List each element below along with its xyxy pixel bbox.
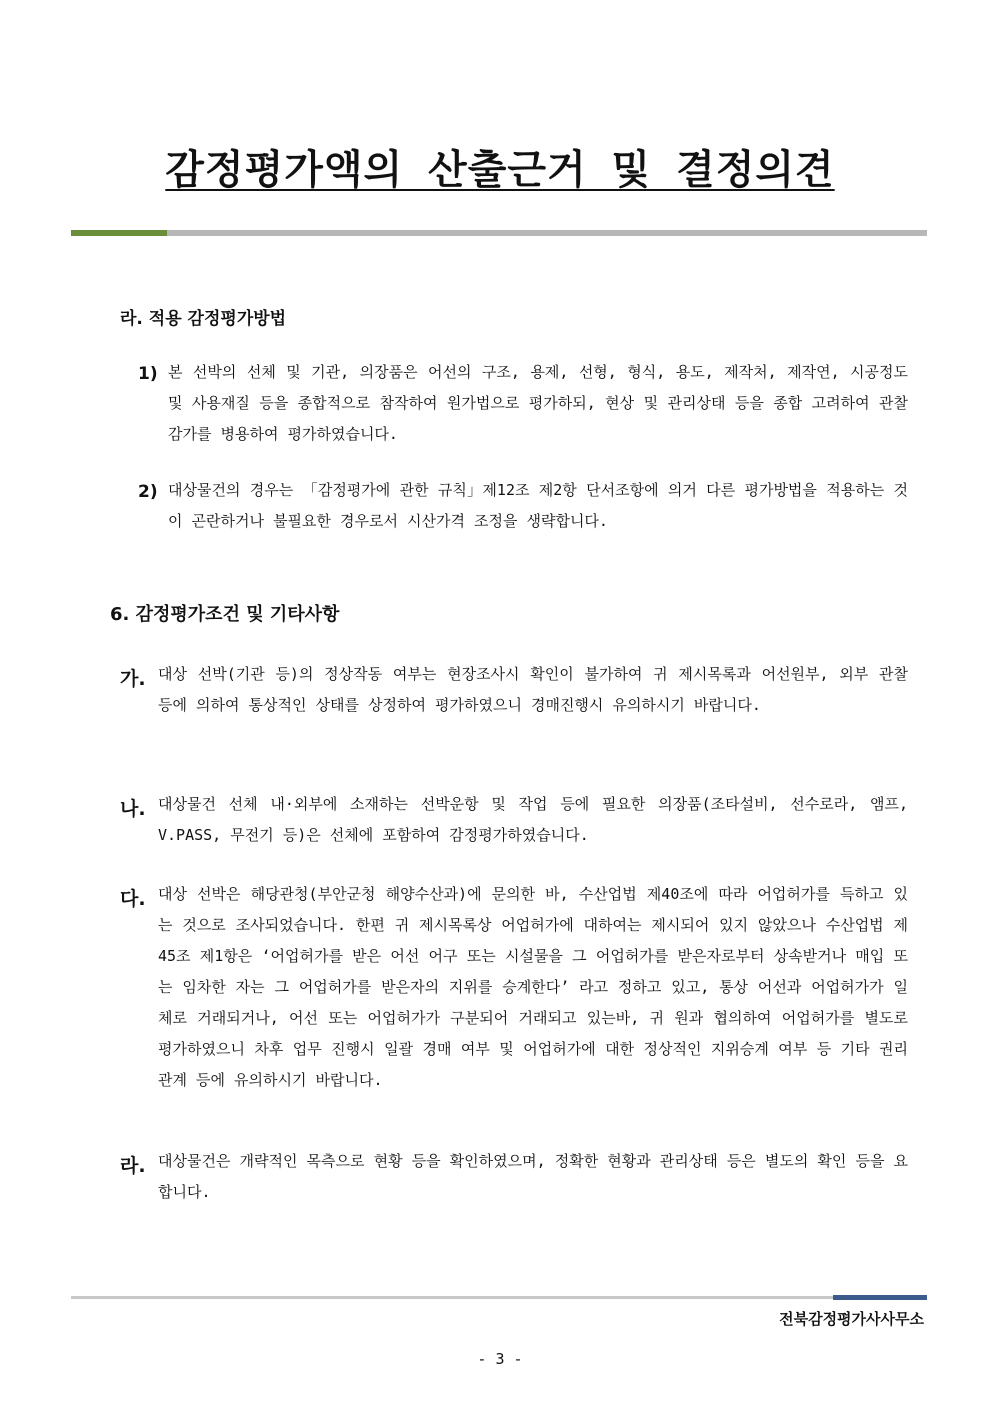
header-divider	[71, 230, 927, 236]
item-ga-text: 대상 선박(기관 등)의 정상작동 여부는 현장조사시 확인이 불가하여 귀 제시목록과 어선원부, 외부 관찰 등에 의하여 통상적인 상태를 상정하여 평가하였으니 경매진행시 유의하시기 바랍니다.	[158, 665, 908, 714]
office-name: 전북감정평가사사무소	[779, 1310, 924, 1328]
page-title: 감정평가액의 산출근거 및 결정의견	[165, 147, 835, 193]
footer-divider	[71, 1296, 927, 1299]
page-number: - 3 -	[477, 1350, 523, 1368]
section-ra-heading: 라. 적용 감정평가방법	[120, 309, 287, 329]
item-da-marker: 다.	[120, 888, 146, 910]
item-2-text: 대상물건의 경우는 「감정평가에 관한 규칙」제12조 제2항 단서조항에 의거 다른 평가방법을 적용하는 것이 곤란하거나 불필요한 경우로서 시산가격 조정을 생략합니다.	[168, 481, 908, 530]
section-6-heading: 6. 감정평가조건 및 기타사항	[110, 604, 340, 625]
item-1-text: 본 선박의 선체 및 기관, 의장품은 어선의 구조, 용제, 선형, 형식, 용도, 제작처, 제작연, 시공정도 및 사용재질 등을 종합적으로 참작하여 원가법으로 평가하되, 현상 및 관리상태 등을 종합 고려하여 관찰감가를 병용하여 평가하였습니다.	[168, 363, 908, 443]
item-ga-marker: 가.	[120, 668, 146, 690]
item-2-marker: 2)	[138, 482, 158, 502]
item-ra-text: 대상물건은 개략적인 목측으로 현황 등을 확인하였으며, 정확한 현황과 관리상태 등은 별도의 확인 등을 요합니다.	[158, 1152, 908, 1201]
item-ra-marker: 라.	[120, 1155, 146, 1177]
item-na-marker: 나.	[120, 798, 146, 820]
footer-divider-accent	[833, 1295, 927, 1300]
header-divider-accent	[71, 230, 167, 236]
item-na-text: 대상물건 선체 내·외부에 소재하는 선박운항 및 작업 등에 필요한 의장품(조타설비, 선수로라, 앰프, V.PASS, 무전기 등)은 선체에 포함하여 감정평가하였습니다.	[158, 795, 908, 844]
item-1-marker: 1)	[138, 364, 158, 384]
item-da-text: 대상 선박은 해당관청(부안군청 해양수산과)에 문의한 바, 수산업법 제40조에 따라 어업허가를 득하고 있는 것으로 조사되었습니다. 한편 귀 제시목록상 어업허가에 대하여는 제시되어 있지 않았으나 수산업법 제45조 제1항은 ‘어업허가를 받은 어선 어구 또는 시설물을 그 어업허가를 받은자로부터 상속받거나 매입 또는 임차한 자는 그 어업허가를 받은자의 지위를 승계한다’ 라고 정하고 있고, 통상 어선과 어업허가가 일체로 거래되거나, 어선 또는 어업허가가 구분되어 거래되고 있는바, 귀 원과 협의하여 어업허가를 별도로 평가하였으니 차후 업무 진행시 일괄 경매 여부 및 어업허가에 대한 정상적인 지위승계 여부 등 기타 권리관계 등에 유의하시기 바랍니다.	[158, 885, 908, 1089]
